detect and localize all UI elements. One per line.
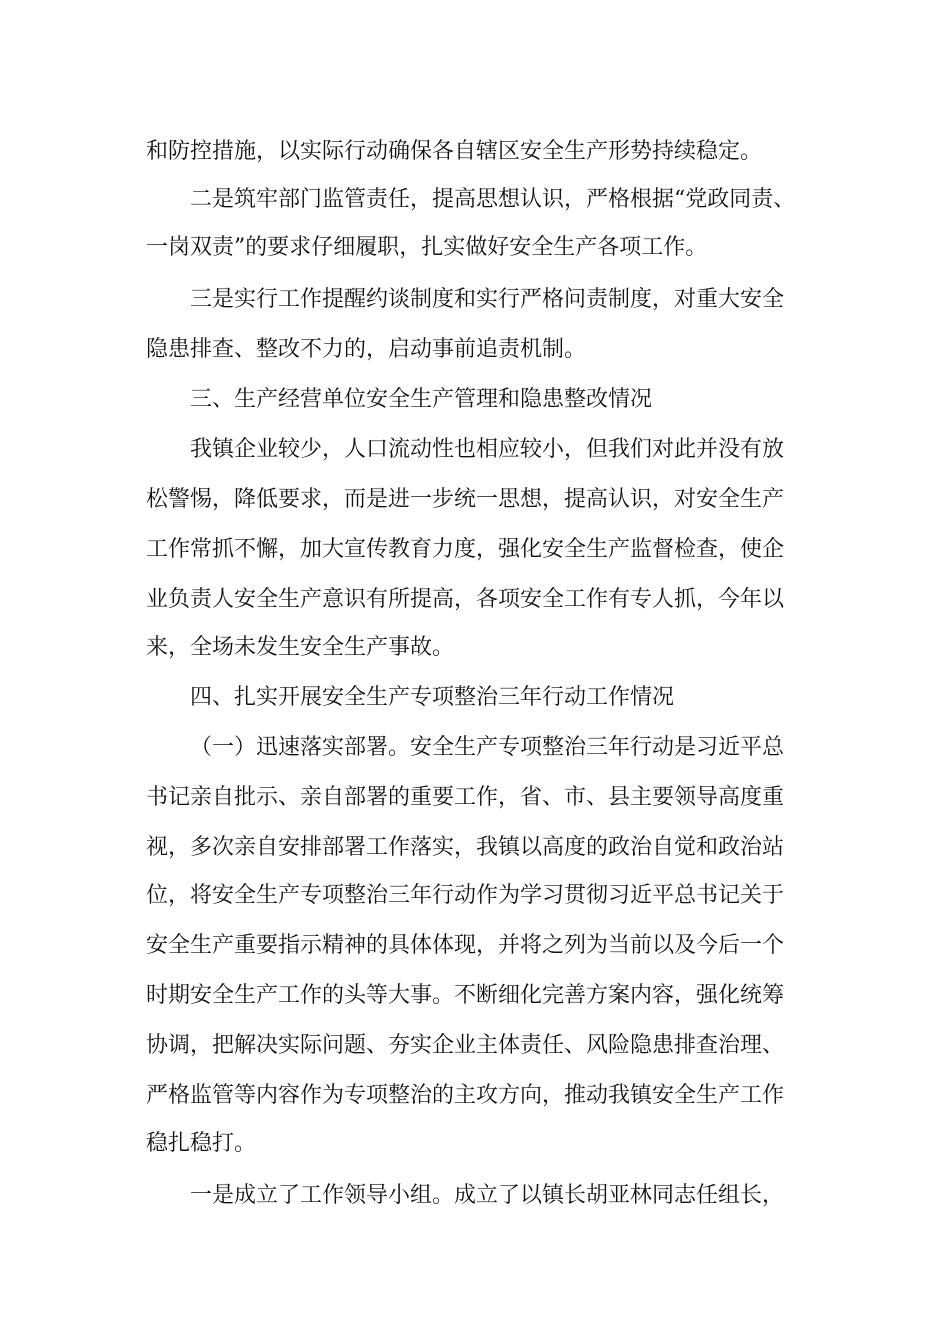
text-line: 来，全场未发生安全生产事故。 [146, 635, 455, 660]
section-heading: 三、生产经营单位安全生产管理和隐患整改情况 [190, 387, 653, 412]
text-line: 工作常抓不懈，加大宣传教育力度，强化安全生产监督检查，使企 [146, 537, 785, 562]
paragraph-first-line: 我镇企业较少，人口流动性也相应较小，但我们对此并没有放 [190, 437, 785, 462]
section-heading: 四、扎实开展安全生产专项整治三年行动工作情况 [190, 685, 675, 710]
text-line: 视，多次亲自安排部署工作落实，我镇以高度的政治自觉和政治站 [146, 835, 785, 860]
text-line: 松警惕，降低要求，而是进一步统一思想，提高认识，对安全生产 [146, 487, 785, 512]
text-line: 时期安全生产工作的头等大事。不断细化完善方案内容，强化统筹 [146, 983, 785, 1008]
text-line: 严格监管等内容作为专项整治的主攻方向，推动我镇安全生产工作 [146, 1083, 785, 1108]
text-line: 书记亲自批示、亲自部署的重要工作，省、市、县主要领导高度重 [146, 785, 785, 810]
text-line: 业负责人安全生产意识有所提高，各项安全工作有专人抓，今年以 [146, 587, 785, 612]
text-line: 和防控措施，以实际行动确保各自辖区安全生产形势持续稳定。 [146, 139, 763, 164]
text-line: 一岗双责”的要求仔细履职，扎实做好安全生产各项工作。 [146, 235, 708, 260]
text-line: 安全生产重要指示精神的具体体现，并将之列为当前以及今后一个 [146, 933, 785, 958]
text-line: 稳扎稳打。 [146, 1131, 257, 1156]
text-line: 隐患排查、整改不力的，启动事前追责机制。 [146, 337, 587, 362]
paragraph-first-line: 二是筑牢部门监管责任，提高思想认识，严格根据“党政同责、 [190, 187, 796, 212]
text-line: 位，将安全生产专项整治三年行动作为学习贯彻习近平总书记关于 [146, 883, 785, 908]
paragraph-first-line: 三是实行工作提醒约谈制度和实行严格问责制度，对重大安全 [190, 287, 785, 312]
text-line: 协调，把解决实际问题、夯实企业主体责任、风险隐患排查治理、 [146, 1033, 785, 1058]
paragraph-first-line: 一是成立了工作领导小组。成立了以镇长胡亚林同志任组长， [190, 1183, 785, 1208]
paragraph-first-line: （一）迅速落实部署。安全生产专项整治三年行动是习近平总 [190, 735, 785, 760]
